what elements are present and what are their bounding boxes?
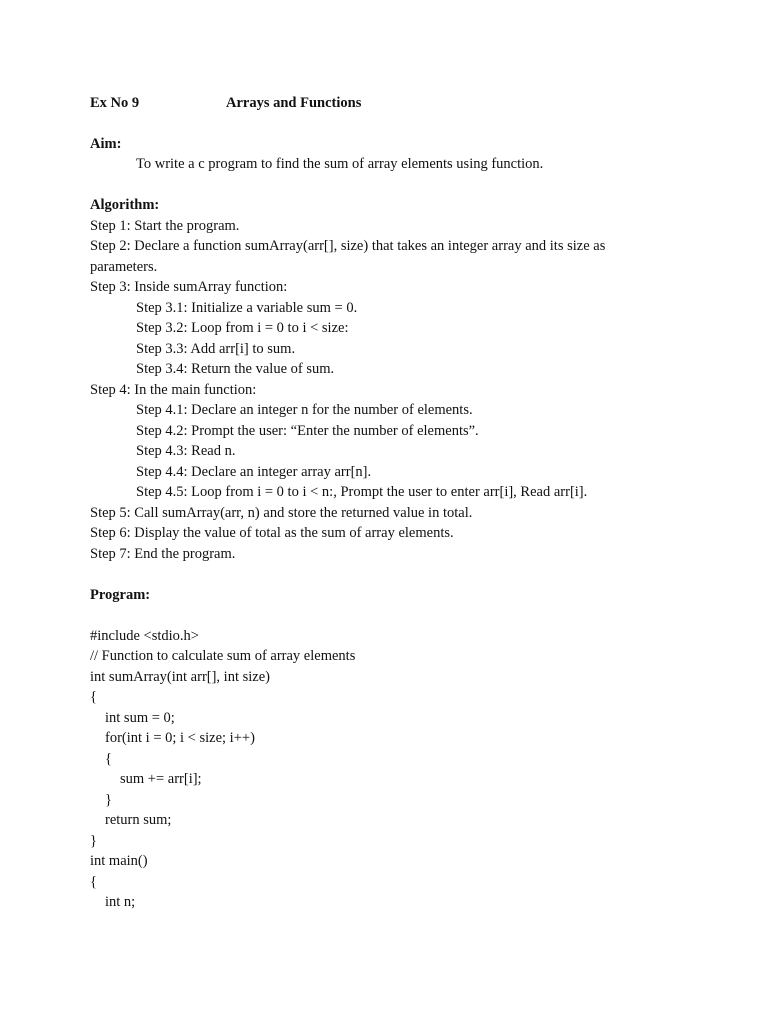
code-line: { xyxy=(90,689,97,705)
algorithm-step: parameters. xyxy=(90,259,158,275)
algorithm-step: Step 5: Call sumArray(arr, n) and store the returned value in total. xyxy=(90,505,473,521)
code-line: int n; xyxy=(105,894,136,910)
algorithm-substep: Step 3.3: Add arr[i] to sum. xyxy=(136,341,296,357)
algorithm-substep: Step 4.1: Declare an integer n for the number of elements. xyxy=(136,402,473,418)
code-line: #include <stdio.h> xyxy=(90,628,199,644)
exercise-number: Ex No 9 xyxy=(90,95,140,111)
code-line: return sum; xyxy=(105,812,172,828)
algorithm-substep: Step 3.1: Initialize a variable sum = 0. xyxy=(136,300,358,316)
algorithm-substep: Step 4.2: Prompt the user: “Enter the number of elements”. xyxy=(136,423,479,439)
code-line: for(int i = 0; i < size; i++) xyxy=(105,730,255,746)
code-line: // Function to calculate sum of array elements xyxy=(90,648,356,664)
program-heading: Program: xyxy=(90,587,151,603)
algorithm-step: Step 3: Inside sumArray function: xyxy=(90,279,288,295)
algorithm-substep: Step 4.5: Loop from i = 0 to i < n:, Prompt the user to enter arr[i], Read arr[i]. xyxy=(136,484,588,500)
algorithm-substep: Step 3.2: Loop from i = 0 to i < size: xyxy=(136,320,349,336)
code-line: } xyxy=(90,833,97,849)
code-line: int main() xyxy=(90,853,148,869)
code-line: { xyxy=(105,751,112,767)
code-line: } xyxy=(105,792,112,808)
algorithm-heading: Algorithm: xyxy=(90,197,160,213)
algorithm-step: Step 6: Display the value of total as the sum of array elements. xyxy=(90,525,454,541)
exercise-title: Arrays and Functions xyxy=(226,95,362,111)
code-line: { xyxy=(90,874,97,890)
algorithm-step: Step 1: Start the program. xyxy=(90,218,240,234)
algorithm-step: Step 7: End the program. xyxy=(90,546,236,562)
code-line: int sum = 0; xyxy=(105,710,175,726)
algorithm-substep: Step 3.4: Return the value of sum. xyxy=(136,361,335,377)
code-line: sum += arr[i]; xyxy=(120,771,202,787)
code-line: int sumArray(int arr[], int size) xyxy=(90,669,270,685)
algorithm-step: Step 2: Declare a function sumArray(arr[], size) that takes an integer array and its size as xyxy=(90,238,606,254)
algorithm-substep: Step 4.4: Declare an integer array arr[n]. xyxy=(136,464,372,480)
aim-heading: Aim: xyxy=(90,136,122,152)
algorithm-substep: Step 4.3: Read n. xyxy=(136,443,236,459)
aim-text: To write a c program to find the sum of array elements using function. xyxy=(136,156,544,172)
algorithm-step: Step 4: In the main function: xyxy=(90,382,257,398)
